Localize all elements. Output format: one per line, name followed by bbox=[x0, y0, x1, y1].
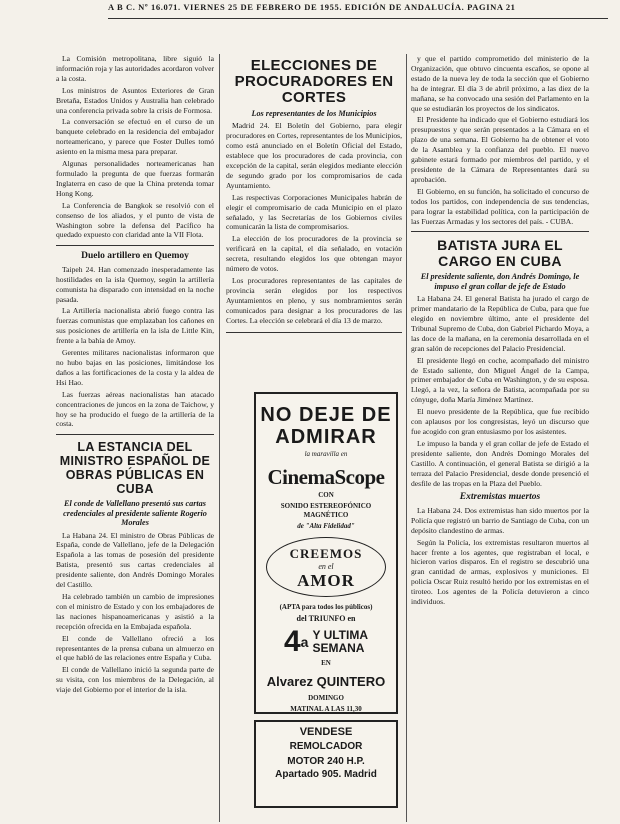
ad-week-text-2: SEMANA bbox=[312, 641, 365, 655]
article-paragraph: La Habana 24. El general Batista ha jurado el cargo de primer mandatario de la República de Cuba, para que fue elegido en noviembre último, ante el presidente del Tribunal Supremo de Cuba, don Gabriel Pichardo Moya, a las doce de la mañana, en la ceremonia desarrollada en el gran salón de recepciones del Palacio Presidencial. bbox=[411, 294, 589, 353]
batista-headline: BATISTA JURA EL CARGO EN CUBA bbox=[437, 237, 563, 270]
classified-advertisement bbox=[254, 720, 398, 808]
section-divider bbox=[56, 245, 214, 246]
ad-week-block bbox=[256, 627, 396, 657]
ad-week-number: 4 bbox=[283, 625, 301, 658]
column-divider-1 bbox=[219, 54, 220, 822]
ad-week-text bbox=[312, 629, 368, 655]
ad-domingo: DOMINGO bbox=[308, 694, 344, 702]
column-left bbox=[56, 54, 214, 822]
article-paragraph: El conde de Vallellano ofreció a los representantes de la prensa cubana un almuerzo en el que habló de las relaciones entre España y Cuba. bbox=[56, 633, 214, 663]
article-paragraph: Taipeh 24. Han comenzado inesperadamente las hostilidades en la isla Quemoy, según la artillería comunista ha disparado con intensidad en la noche pasada. bbox=[56, 264, 214, 304]
article-paragraph: La Artillería nacionalista abrió fuego contra las fuerzas comunistas que emplazaban los cañones en sus posiciones de artillería en la isla de Little Kin, frente a la bahía de Amoy. bbox=[56, 306, 214, 346]
column-right bbox=[411, 54, 589, 822]
ad-venue-line bbox=[260, 614, 392, 623]
cuba-minister-subheadline: El conde de Vallellano presentó sus cartas credenciales al presidente saliente Rogerio Morales bbox=[63, 499, 207, 528]
ad-tech-con: CON bbox=[318, 491, 334, 499]
column-divider-2 bbox=[406, 54, 407, 822]
ad-week-text-1: Y ULTIMA bbox=[312, 628, 369, 642]
section-divider bbox=[411, 231, 589, 232]
article-paragraph: El conde de Vallellano inició la segunda parte de su visita, con los miembros de la Delegación, al viaje del Gobierno por el interior de la isla. bbox=[56, 665, 214, 695]
article-paragraph: El presidente llegó en coche, acompañado del ministro de Estado saliente, don Miguel Ángel de la Campa, primer embajador de Cuba en Washington, y de su esposa. Llegó, a la vez, la señora de Batista, acompañada por su cónyuge, doña María Jiménez Martínez. bbox=[411, 355, 589, 405]
article-paragraph: Según la Policía, los extremistas resultaron muertos al hacer frente a los agentes, que registraban el local, e hicieron varios disparos. En el registro se descubrió una gran cantidad de armas, explosivos y municiones. El policía Oscar Ruiz resultó herido por los extremistas en el tiroteo. Los agentes de la Policía detuvieron a cinco individuos. bbox=[411, 537, 589, 607]
ad-headline-1: NO DEJE DE bbox=[260, 404, 392, 426]
film-title-line-1: CREEMOS bbox=[289, 546, 363, 561]
ad-matinal: MATINAL A LAS 11,30 bbox=[290, 705, 362, 713]
article-paragraph: La Habana 24. El ministro de Obras Públicas de España, conde de Vallellano, jefe de la Delegación Española a las tomas de posesión del presidente Batista, presentó sus cartas credenciales al presidente saliente, don Andrés Domingo Morales del Castillo. bbox=[56, 530, 214, 590]
article-paragraph: Ha celebrado también un cambio de impresiones con el ministro de Estado y con los embajadores de las naciones hispanoamericanas y asistió a la recepción ofrecida en la Embajada española. bbox=[56, 591, 214, 631]
film-title-line-3: AMOR bbox=[297, 571, 355, 590]
cinema-advertisement bbox=[254, 392, 398, 714]
column-middle bbox=[226, 54, 402, 324]
article-paragraph: Los ministros de Asuntos Exteriores de Gran Bretaña, Estados Unidos y Australia han celebrado una conferencia privada sobre la crisis de Formosa. bbox=[56, 85, 214, 115]
ad-tech-sound: SONIDO ESTEREOFÓNICO MAGNÉTICO bbox=[280, 502, 372, 519]
cinemascope-logo: CinemaScope bbox=[267, 465, 385, 489]
section-divider bbox=[56, 434, 214, 435]
article-paragraph: La Conferencia de Bangkok se resolvió con el consenso de los aliados, y el punto de vista de Washington sobre la defensa del Pacífico ha quedado expuesto con claridad ante la VII Flota. bbox=[56, 200, 214, 240]
article-paragraph: Gerentes militares nacionalistas informaron que no hubo bajas en las posiciones, limitándose los daños a las fortificaciones de la costa y la aldea de Hsi Hao. bbox=[56, 348, 214, 387]
classified-line-1: VENDESE bbox=[299, 726, 353, 738]
article-paragraph: El Gobierno, en su función, ha solicitado el concurso de todos los partidos, con independencia de sus tendencias, para lograr la estabilidad política, con la participación de las Fuerzas Armadas y los sectores del país. - CUBA. bbox=[411, 186, 589, 226]
section-divider bbox=[226, 332, 402, 333]
ad-theatre-name: Alvarez QUINTERO bbox=[266, 674, 386, 689]
ad-en: EN bbox=[321, 659, 331, 667]
elections-headline: ELECCIONES DE PROCURADORES EN CORTES bbox=[234, 57, 394, 106]
article-paragraph: La Habana 24. Dos extremistas han sido muertos por la Policía que registró un barrio de Santiago de Cuba, con un depósito clandestino de armas. bbox=[411, 505, 589, 535]
article-paragraph: Le impuso la banda y el gran collar de jefe de Estado el presidente saliente, don Andrés Domingo Morales del Castillo. A continuación, el general Batista se dirigió a la terraza del Palacio Presidencial, desde donde presenció el desfile de las tropas en la Plaza del Pueblo. bbox=[411, 438, 589, 488]
classified-line-4: Apartado 905. Madrid bbox=[275, 769, 377, 780]
batista-subheadline: El presidente saliente, don Andrés Domingo, le impuso el gran collar de jefe de Estado bbox=[420, 272, 580, 291]
article-paragraph: La conversación se efectuó en el curso de un banquete celebrado en la residencia del embajador norteamericano, y parece que Foster Dulles tomó asiento en la misma mesa para preparar. bbox=[56, 117, 214, 157]
ad-rating: (APTA para todos los públicos) bbox=[279, 603, 373, 611]
ad-venue-suffix: en bbox=[347, 614, 356, 623]
ad-tech-fidelity: de "Alta Fidelidad" bbox=[297, 522, 355, 530]
elections-subheadline: Los representantes de los Municipios bbox=[251, 109, 377, 118]
ad-tagline: la maravilla en bbox=[304, 450, 348, 458]
article-paragraph: Los procuradores representantes de las capitales de provincia serán elegidos por los respectivos Ayuntamientos en pleno, y sus nombramientos serán comunicados para designar a los procuradores de las Cortes. La elección se celebrará el día 13 de marzo. bbox=[226, 276, 402, 324]
ad-headline-2: ADMIRAR bbox=[275, 426, 377, 448]
article-paragraph: y que el partido comprometido del ministerio de la Organización, que obtuvo cincuenta escaños, se opone al estado de la nueva ley de toda la sección que el Gobierno ha de integrar. El día 3 de abril próximo, a las diez de la mañana, se ha convocado una sesión del Parlamento en la que se estudiarán los proyectos de los sindicatos. bbox=[411, 54, 589, 113]
ad-week-ordinal: a bbox=[300, 634, 309, 650]
article-paragraph: Las respectivas Corporaciones Municipales habrán de elegir el compromisario de cada Municipio en el plazo señalado, y las Secretarías de los Gobiernos civiles comunicarán la lista de compromisarios. bbox=[226, 192, 402, 232]
article-paragraph: La Comisión metropolitana, libre siguió la información roja y las autoridades acordaron volver a la costa. bbox=[56, 54, 214, 83]
cuba-minister-headline: LA ESTANCIA DEL MINISTRO ESPAÑOL DE OBRAS PÚBLICAS EN CUBA bbox=[59, 440, 211, 497]
page-masthead: A B C. Nº 16.071. VIERNES 25 DE FEBRERO DE 1955. EDICIÓN DE ANDALUCÍA. PAGINA 21 bbox=[108, 2, 608, 19]
classified-line-3: MOTOR 240 H.P. bbox=[287, 756, 365, 767]
extremists-headline: Extremistas muertos bbox=[459, 492, 541, 503]
film-title-emblem bbox=[266, 537, 386, 597]
duel-headline: Duelo artillero en Quemoy bbox=[81, 251, 189, 262]
ad-venue-name: TRIUNFO bbox=[308, 614, 346, 623]
article-paragraph: Las fuerzas aéreas nacionalistas han atacado concentraciones de juncos en la zona de Taichow, y hoy se ha producido el fuego de la artillería de la costa. bbox=[56, 389, 214, 429]
ad-venue-prefix: del bbox=[296, 614, 307, 623]
article-paragraph: La elección de los procuradores de la provincia se verificará en la capital, el día señalado, en votación secreta, resultando elegidos los que obtengan mayor número de votos. bbox=[226, 234, 402, 274]
article-paragraph: Algunas personalidades norteamericanas han formulado la pregunta de que fuerzas formarán Inglaterra en caso de que la China pretenda tomar Hong Kong. bbox=[56, 159, 214, 198]
classified-line-2: REMOLCADOR bbox=[289, 741, 363, 752]
article-paragraph: El Presidente ha indicado que el Gobierno estudiará los presupuestos y que serán presentados a la Cámara en el plazo de una semana. El Gobierno ha de obtener el voto de la Asamblea y la confianza del pueblo. El nuevo gabinete estará formado por miembros del partido, y el presidente de la Cámara de Representantes dará su aprobación. bbox=[411, 115, 589, 184]
film-title-line-2: en el bbox=[318, 562, 334, 571]
article-paragraph: El nuevo presidente de la República, que fue recibido con aplausos por los congresistas, leyó un discurso que fue acogido con gran entusiasmo por los asistentes. bbox=[411, 407, 589, 436]
article-paragraph: Madrid 24. El Boletín del Gobierno, para elegir procuradores en Cortes, representantes de los Municipios, como está anunciado en el Boletín Oficial del Estado, establece que los procuradores de cada provincia, con excepción de la capital, serán elegidos mediante elección de segundo grado por los compromisarios de cada Ayuntamiento. bbox=[226, 121, 402, 190]
